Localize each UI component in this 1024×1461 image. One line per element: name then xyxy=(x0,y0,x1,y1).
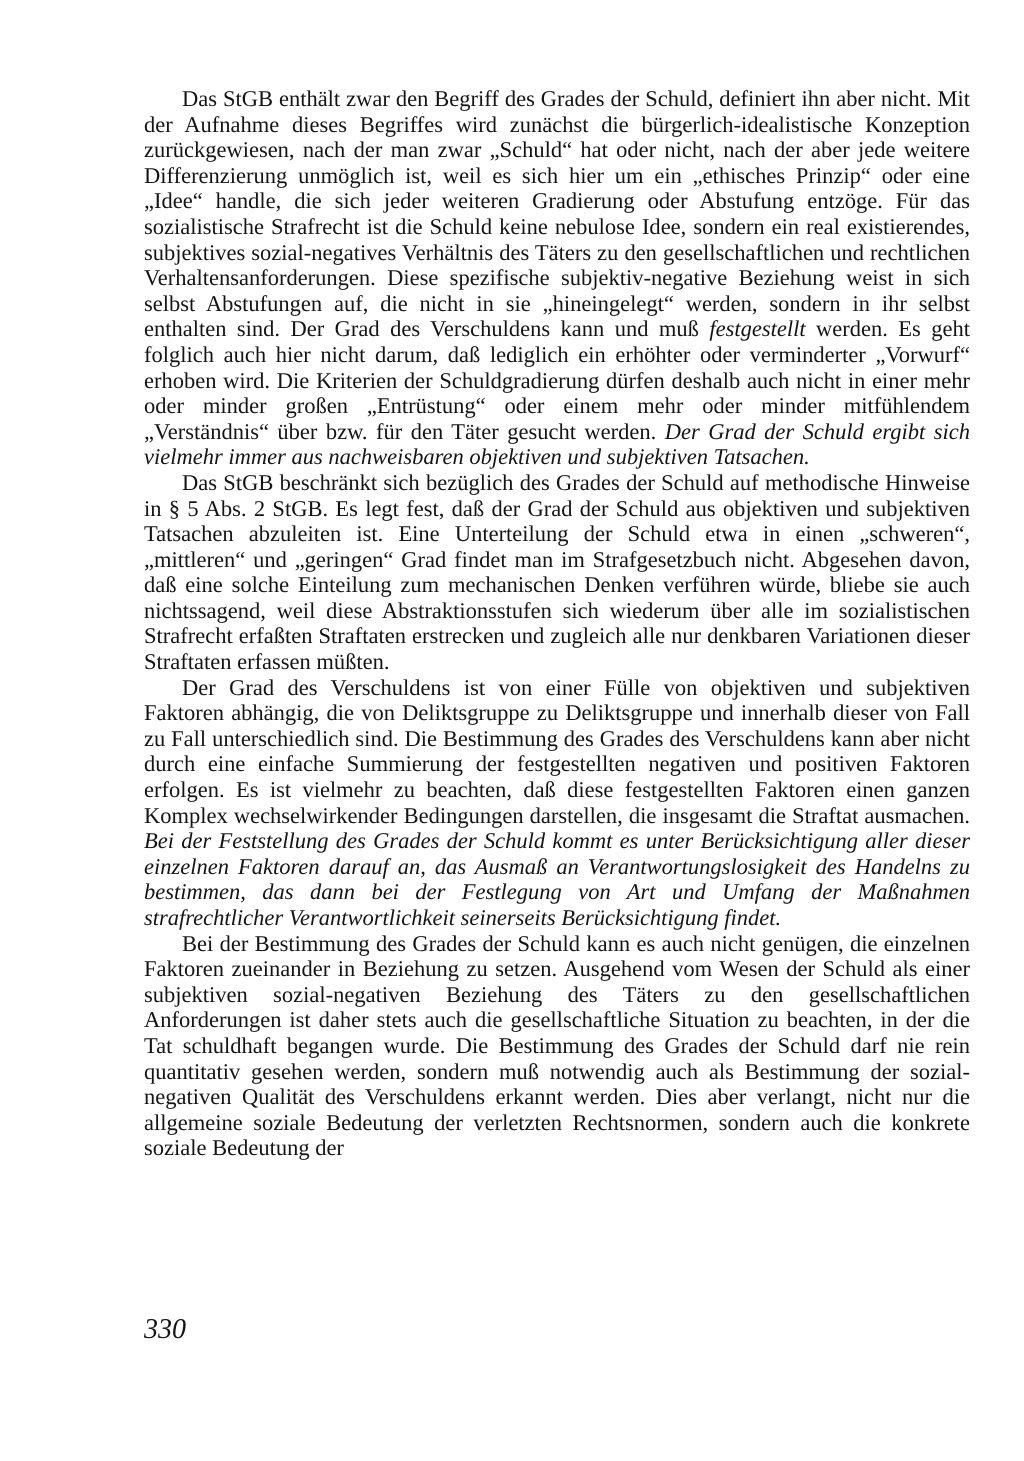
text-run: Bei der Bestimmung des Grades der Schuld kann es auch nicht genügen, die einzelnen Faktoren zueinander in Beziehung zu setzen. Ausgehend vom Wesen der Schuld als einer subjektiven sozial-negativen Beziehung des Täters zu den gesellschaftlichen Anforderungen ist daher stets auch die gesellschaftliche Situation zu beachten, in der die Tat schuldhaft begangen wurde. Die Bestimmung des Grades der Schuld darf nie rein quantitativ gesehen werden, sondern muß notwendig auch als Bestimmung der sozial-negativen Qualität des Verschuldens erkannt werden. Dies aber verlangt, nicht nur die allgemeine soziale Bedeutung der verletzten Rechtsnormen, sondern auch die konkrete soziale Bedeutung der xyxy=(144,930,970,1161)
emphasized-text: Der Grad der Schuld ergibt sich vielmehr immer aus nachweisbaren objektiven und subjektiven Tatsachen. xyxy=(144,418,970,470)
text-run: Das StGB enthält zwar den Begriff des Grades der Schuld, definiert ihn aber nicht. Mit der Aufnahme dieses Begriffes wird zunächst die bürgerlich-idealistische Konzeption zurückgewiesen, nach der man zwar „Schuld“ hat oder nicht, nach der aber jede weitere Differenzierung unmöglich ist, weil es sich hier um ein „ethisches Prinzip“ oder eine „Idee“ handle, die sich jeder weiteren Gradierung oder Abstufung entzöge. Für das sozialistische Strafrecht ist die Schuld keine nebulose Idee, sondern ein real existierendes, subjektives sozial-negatives Verhältnis des Täters zu den gesellschaftlichen und rechtlichen Verhaltensanforderungen. Diese spezifische subjektiv-negative Beziehung weist in sich selbst Abstufungen auf, die nicht in sie „hineingelegt“ werden, sondern in ihr selbst enthalten sind. Der Grad des Verschuldens kann und muß xyxy=(144,86,970,342)
paragraph-2 xyxy=(144,470,970,675)
body-text xyxy=(144,86,970,1161)
text-run: Der Grad des Verschuldens ist von einer Fülle von objektiven und subjektiven Faktoren abhängig, die von Deliktsgruppe zu Deliktsgruppe und innerhalb dieser von Fall zu Fall unterschiedlich sind. Die Bestimmung des Grades des Verschuldens kann aber nicht durch eine einfache Summierung der festgestellten negativen und positiven Faktoren erfolgen. Es ist vielmehr zu beachten, daß diese festgestellten Faktoren einen ganzen Komplex wechselwirkender Bedingungen darstellen, die insgesamt die Straftat ausmachen. xyxy=(144,674,970,828)
paragraph-3 xyxy=(144,675,970,931)
page-number: 330 xyxy=(144,1314,186,1345)
paragraph-4 xyxy=(144,931,970,1161)
text-run: werden. Es geht folglich auch hier nicht darum, daß lediglich ein erhöhter oder verminderter „Vorwurf“ erhoben wird. Die Kriterien der Schuldgradierung dürfen deshalb auch nicht in einer mehr oder minder großen „Entrüstung“ oder einem mehr oder minder mitfühlendem „Verständnis“ über bzw. für den Täter gesucht werden. xyxy=(144,316,970,444)
paragraph-1 xyxy=(144,86,970,470)
text-run: Das StGB beschränkt sich bezüglich des Grades der Schuld auf methodische Hinweise in § 5 Abs. 2 StGB. Es legt fest, daß der Grad der Schuld aus objektiven und subjektiven Tatsachen abzuleiten ist. Eine Unterteilung der Schuld etwa in einen „schweren“, „mittleren“ und „geringen“ Grad findet man im Strafgesetzbuch nicht. Abgesehen davon, daß eine solche Einteilung zum mechanischen Denken verführen würde, bliebe sie auch nichtssagend, weil diese Abstraktionsstufen sich wiederum über alle im sozialistischen Strafrecht erfaßten Straftaten erstrecken und zugleich alle nur denkbaren Variationen dieser Straftaten erfassen müßten. xyxy=(144,469,970,675)
emphasized-text: festgestellt xyxy=(709,316,806,342)
emphasized-text: Bei der Feststellung des Grades der Schuld kommt es unter Berücksichtigung aller dieser einzelnen Faktoren darauf an, das Ausmaß an Verantwortungslosigkeit des Handelns zu bestimmen, das dann bei der Festlegung von Art und Umfang der Maßnahmen strafrechtlicher Verantwortlichkeit seinerseits Berücksichtigung findet. xyxy=(144,828,970,930)
